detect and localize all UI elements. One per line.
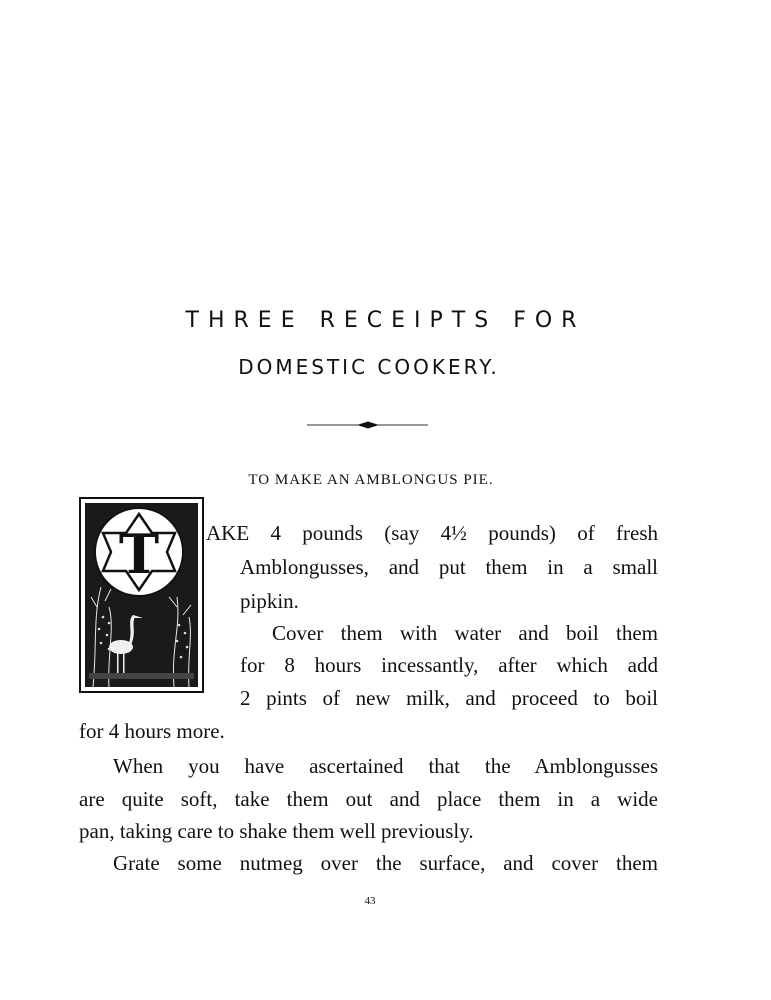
text-line-9: are quite soft, take them out and place them in a wide — [79, 787, 658, 811]
text-line-1: AKE 4 pounds (say 4½ pounds) of fresh — [206, 521, 658, 545]
page-number: 43 — [364, 895, 376, 907]
text-line-11: Grate some nutmeg over the surface, and cover them — [113, 851, 658, 875]
text-line-5: for 8 hours incessantly, after which add — [240, 653, 658, 677]
initial-letter-glyph: T — [118, 522, 160, 586]
heading-line-2: DOMESTIC COOKERY. — [238, 355, 500, 379]
text-line-4: Cover them with water and boil them — [272, 621, 658, 645]
text-line-3: pipkin. — [240, 589, 299, 613]
heading-line-1: THREE RECEIPTS FOR — [185, 308, 586, 333]
decorated-initial-letter — [79, 497, 204, 693]
text-line-7: for 4 hours more. — [79, 719, 225, 743]
text-line-2: Amblongusses, and put them in a small — [240, 555, 658, 579]
text-line-10: pan, taking care to shake them well previously. — [79, 819, 474, 843]
recipe-title: TO MAKE AN AMBLONGUS PIE. — [248, 472, 494, 488]
text-line-8: When you have ascertained that the Amblongusses — [113, 754, 658, 778]
text-line-6: 2 pints of new milk, and proceed to boil — [240, 686, 658, 710]
ornamental-divider — [305, 418, 430, 432]
